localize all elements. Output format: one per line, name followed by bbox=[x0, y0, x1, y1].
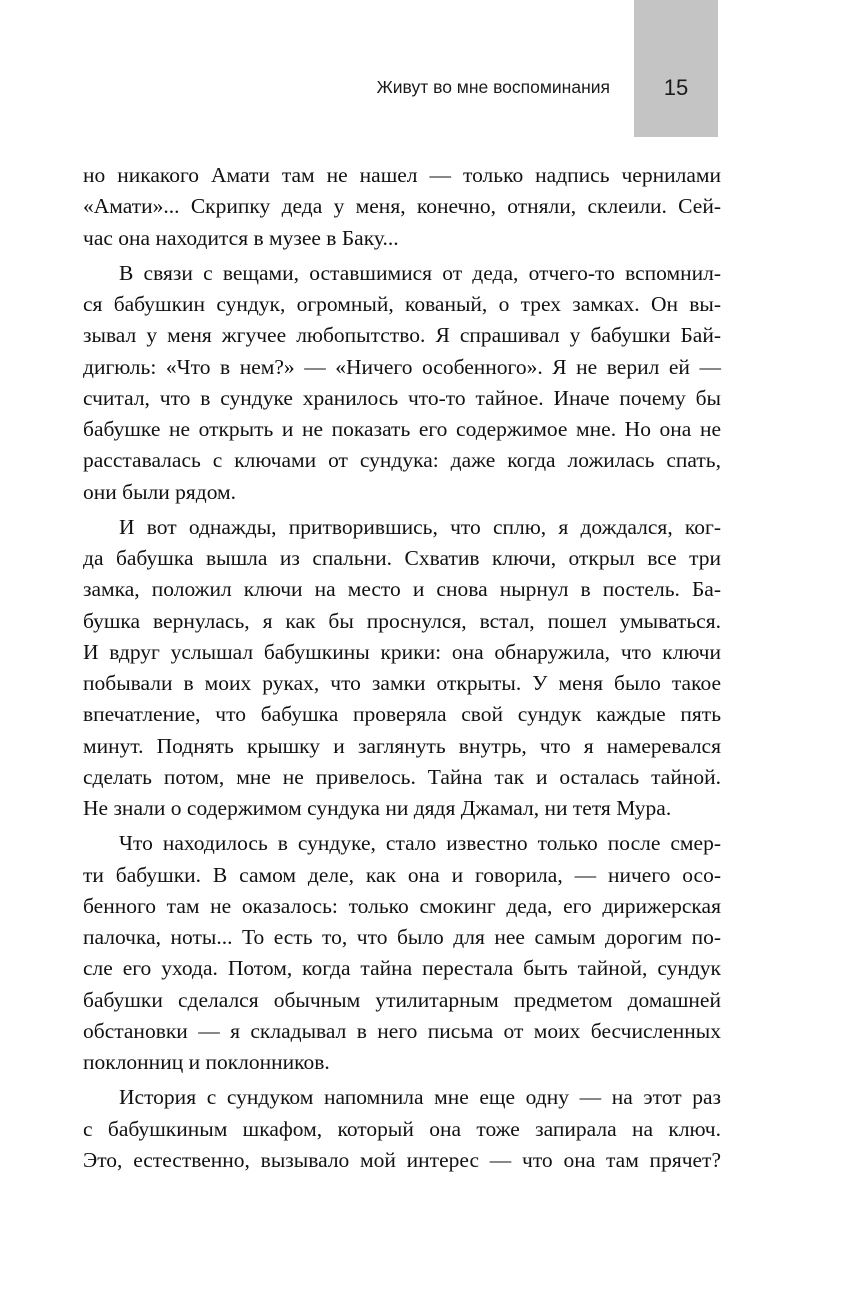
text-line: бенного там не оказалось: только смокинг деда, его дирижерская bbox=[83, 893, 721, 918]
text-line: замка, положил ключи на место и снова нырнул в постель. Ба- bbox=[83, 577, 721, 602]
text-line: обстановки — я складывал в него письма от моих бесчисленных bbox=[83, 1018, 721, 1043]
text-line: бабушке не открыть и не показать его содержимое мне. Но она не bbox=[83, 417, 721, 441]
paragraph bbox=[83, 258, 721, 508]
paragraph bbox=[83, 512, 721, 825]
paragraph bbox=[83, 828, 721, 1078]
text-line: побывали в моих руках, что замки открыты. У меня было такое bbox=[83, 671, 721, 695]
text-line: Это, естественно, вызывало мой интерес — что она там прячет? bbox=[83, 1147, 721, 1172]
text-line: И вот однажды, притворившись, что сплю, я дождался, ког- bbox=[119, 514, 721, 539]
text-line: Не знали о содержимом сундука ни дядя Джамал, ни тетя Мура. bbox=[83, 796, 672, 820]
text-line: И вдруг услышал бабушкины крики: она обнаружила, что ключи bbox=[83, 639, 721, 664]
text-line: считал, что в сундуке хранилось что-то тайное. Иначе почему бы bbox=[83, 385, 721, 410]
text-line: ся бабушкин сундук, огромный, кованый, о трех замках. Он вы- bbox=[83, 292, 721, 316]
text-line: сделать потом, мне не привелось. Тайна так и осталась тайной. bbox=[83, 764, 721, 789]
text-line: да бабушка вышла из спальни. Схватив ключи, открыл все три bbox=[83, 546, 721, 570]
text-line: ти бабушки. В самом деле, как она и говорила, — ничего осо- bbox=[83, 862, 721, 887]
paragraph bbox=[83, 1082, 721, 1176]
body-text bbox=[83, 160, 721, 1180]
text-line: «Амати»... Скрипку деда у меня, конечно, отняли, склеили. Сей- bbox=[83, 194, 721, 219]
text-line: дигюль: «Что в нем?» — «Ничего особенного». Я не верил ей — bbox=[83, 354, 721, 379]
text-line: впечатление, что бабушка проверяла свой сундук каждые пять bbox=[83, 702, 721, 727]
text-line: минут. Поднять крышку и заглянуть внутрь, что я намеревался bbox=[83, 733, 721, 758]
text-line: но никакого Амати там не нашел — только надпись чернилами bbox=[83, 163, 721, 187]
text-line: В связи с вещами, оставшимися от деда, отчего-то вспомнил- bbox=[119, 260, 721, 285]
text-line: палочка, ноты... То есть то, что было для нее самым дорогим по- bbox=[83, 925, 721, 949]
text-line: сле его ухода. Потом, когда тайна перестала быть тайной, сундук bbox=[83, 956, 721, 981]
text-line: они были рядом. bbox=[83, 479, 237, 504]
running-title: Живут во мне воспоминания bbox=[376, 77, 610, 97]
page-number-tab bbox=[634, 0, 718, 137]
text-line: История с сундуком напомнила мне еще одну — на этот раз bbox=[119, 1085, 721, 1110]
text-line: Что находилось в сундуке, стало известно только после смер- bbox=[119, 831, 721, 856]
text-line: с бабушкиным шкафом, который она тоже запирала на ключ. bbox=[83, 1116, 721, 1141]
paragraph bbox=[83, 160, 721, 254]
text-line: расставалась с ключами от сундука: даже когда ложилась спать, bbox=[83, 448, 721, 473]
text-line: бушка вернулась, я как бы проснулся, встал, пошел умываться. bbox=[83, 608, 721, 633]
text-line: поклонниц и поклонников. bbox=[83, 1050, 330, 1074]
text-line: зывал у меня жгучее любопытство. Я спрашивал у бабушки Бай- bbox=[83, 323, 721, 348]
text-line: час она находится в музее в Баку... bbox=[83, 225, 399, 250]
text-line: бабушки сделался обычным утилитарным предметом домашней bbox=[83, 987, 721, 1012]
page-number: 15 bbox=[663, 75, 689, 100]
